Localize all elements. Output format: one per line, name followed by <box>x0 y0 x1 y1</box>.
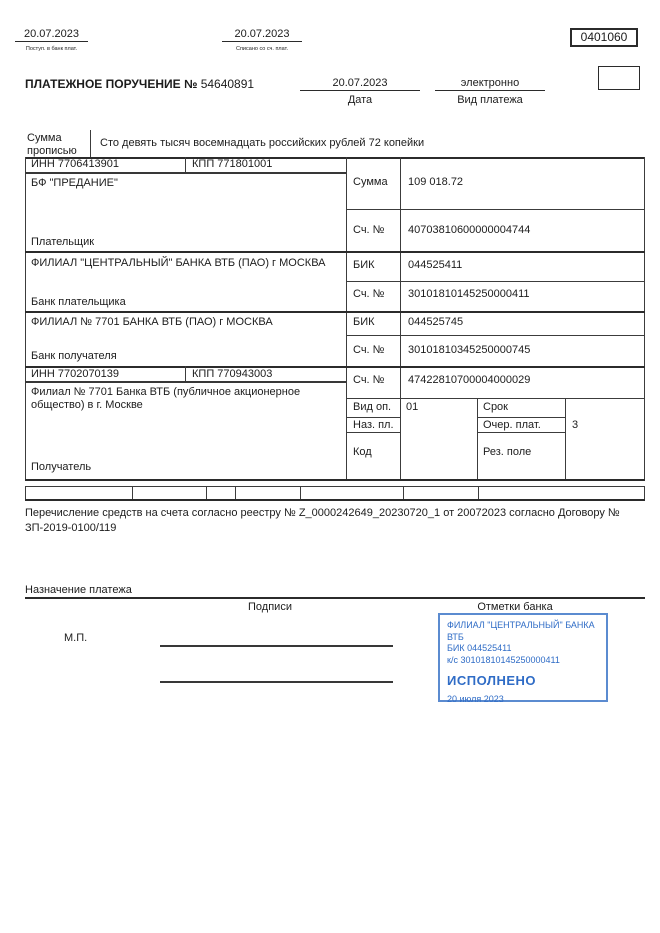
divider <box>25 381 346 383</box>
bank-marks-label: Отметки банка <box>477 601 553 613</box>
divider <box>300 486 301 499</box>
divider <box>403 486 404 499</box>
sum-label: Сумма <box>353 176 388 188</box>
purpose-kind-label: Наз. пл. <box>353 419 394 431</box>
signatures-label: Подписи <box>248 601 292 613</box>
table-left-border <box>25 157 26 479</box>
payer-bank-account-label: Сч. № <box>353 288 385 300</box>
document-date: 20.07.2023 <box>300 77 420 91</box>
payer-name: БФ "ПРЕДАНИЕ" <box>31 177 118 189</box>
divider <box>90 130 91 157</box>
payer-bank-name: ФИЛИАЛ "ЦЕНТРАЛЬНЫЙ" БАНКА ВТБ (ПАО) г МОСКВА <box>31 257 326 269</box>
stamp-date: 20 июля 2023 <box>447 693 504 704</box>
priority-box-empty <box>598 66 640 90</box>
priority-label: Очер. плат. <box>483 419 541 431</box>
stamp-bank-name: ФИЛИАЛ "ЦЕНТРАЛЬНЫЙ" БАНКА ВТБ <box>447 620 595 642</box>
stamp-place-label: М.П. <box>64 632 88 644</box>
form-code-box <box>570 28 638 47</box>
payee-bank-bik-label: БИК <box>353 316 375 328</box>
payment-purpose-label: Назначение платежа <box>25 584 132 596</box>
payee-bank-label: Банк получателя <box>31 350 117 362</box>
divider <box>346 281 644 282</box>
payment-kind: электронно <box>435 77 545 91</box>
stamp-bik: БИК 044525411 <box>447 643 512 653</box>
received-caption: Поступ. в банк плат. <box>25 46 78 52</box>
term-label: Срок <box>483 401 508 413</box>
payee-kpp: КПП 770943003 <box>192 368 273 380</box>
payer-bank-label: Банк плательщика <box>31 296 126 308</box>
divider <box>346 398 644 399</box>
form-code: 0401060 <box>580 30 628 44</box>
signature-line-2 <box>160 681 393 683</box>
debited-date: 20.07.2023 <box>222 28 302 42</box>
priority-value: 3 <box>572 419 579 431</box>
divider <box>644 486 645 499</box>
divider <box>185 366 186 381</box>
divider <box>25 479 645 481</box>
divider <box>206 486 207 499</box>
divider <box>185 157 186 172</box>
divider <box>346 157 347 479</box>
reserve-field-label: Рез. поле <box>483 446 532 458</box>
payment-kind-caption: Вид платежа <box>457 94 523 106</box>
payee-bank-account-label: Сч. № <box>353 344 385 356</box>
divider <box>400 157 401 479</box>
divider <box>25 499 645 501</box>
divider <box>25 251 645 253</box>
sum-value: 109 018.72 <box>408 176 464 188</box>
payee-name: Филиал № 7701 Банка ВТБ (публичное акционерное общество) в г. Москве <box>31 386 301 411</box>
payment-purpose-text: Перечисление средств на счета согласно реестру № Z_0000242649_20230720_1 от 20072023 согласно Договору № ЗП-2019-0100/119 <box>25 507 620 534</box>
divider <box>346 209 644 210</box>
payer-inn: ИНН 7706413901 <box>31 158 120 170</box>
document-title <box>25 78 254 91</box>
payee-account-label: Сч. № <box>353 374 385 386</box>
payer-account: 40703810600000004744 <box>408 224 531 236</box>
divider <box>478 486 479 499</box>
divider <box>25 311 645 313</box>
divider <box>477 398 478 479</box>
stamp-status: ИСПОЛНЕНО <box>447 673 537 688</box>
payee-label: Получатель <box>31 461 92 473</box>
payee-bank-bik: 044525745 <box>408 316 464 328</box>
op-kind-label: Вид оп. <box>353 401 392 413</box>
signature-line-1 <box>160 645 393 647</box>
title-label: ПЛАТЕЖНОЕ ПОРУЧЕНИЕ № <box>25 77 198 91</box>
received-date: 20.07.2023 <box>15 28 88 42</box>
divider <box>25 486 645 487</box>
payer-bank-bik: 044525411 <box>408 259 463 271</box>
code-label: Код <box>353 446 372 458</box>
payer-account-label: Сч. № <box>353 224 385 236</box>
debited-caption: Списано со сч. плат. <box>235 46 289 52</box>
payee-bank-name: ФИЛИАЛ № 7701 БАНКА ВТБ (ПАО) г МОСКВА <box>31 316 273 328</box>
payer-bank-bik-label: БИК <box>353 259 375 271</box>
payee-bank-account: 30101810345250000745 <box>408 344 531 356</box>
payee-inn: ИНН 7702070139 <box>31 368 120 380</box>
divider <box>25 486 26 499</box>
document-number: 54640891 <box>200 77 255 91</box>
amount-words-label: Сумма прописью <box>27 132 77 157</box>
op-kind-value: 01 <box>406 401 419 413</box>
divider <box>25 172 346 174</box>
divider <box>346 432 400 433</box>
payee-account: 47422810700004000029 <box>408 374 531 386</box>
divider <box>235 486 236 499</box>
payer-label: Плательщик <box>31 236 95 248</box>
divider <box>346 335 644 336</box>
payer-kpp: КПП 771801001 <box>192 158 273 170</box>
divider <box>477 432 565 433</box>
stamp-corr-account: к/с 30101810145250000411 <box>447 654 560 665</box>
divider <box>25 597 645 599</box>
divider <box>132 486 133 499</box>
divider <box>346 417 400 418</box>
amount-words-value: Сто девять тысяч восемнадцать российских рублей 72 копейки <box>100 137 425 149</box>
divider <box>477 417 565 418</box>
bank-stamp <box>438 613 608 702</box>
table-right-border <box>644 157 645 479</box>
payer-bank-account: 30101810145250000411 <box>408 288 530 300</box>
date-caption: Дата <box>347 94 373 106</box>
divider <box>565 398 566 479</box>
